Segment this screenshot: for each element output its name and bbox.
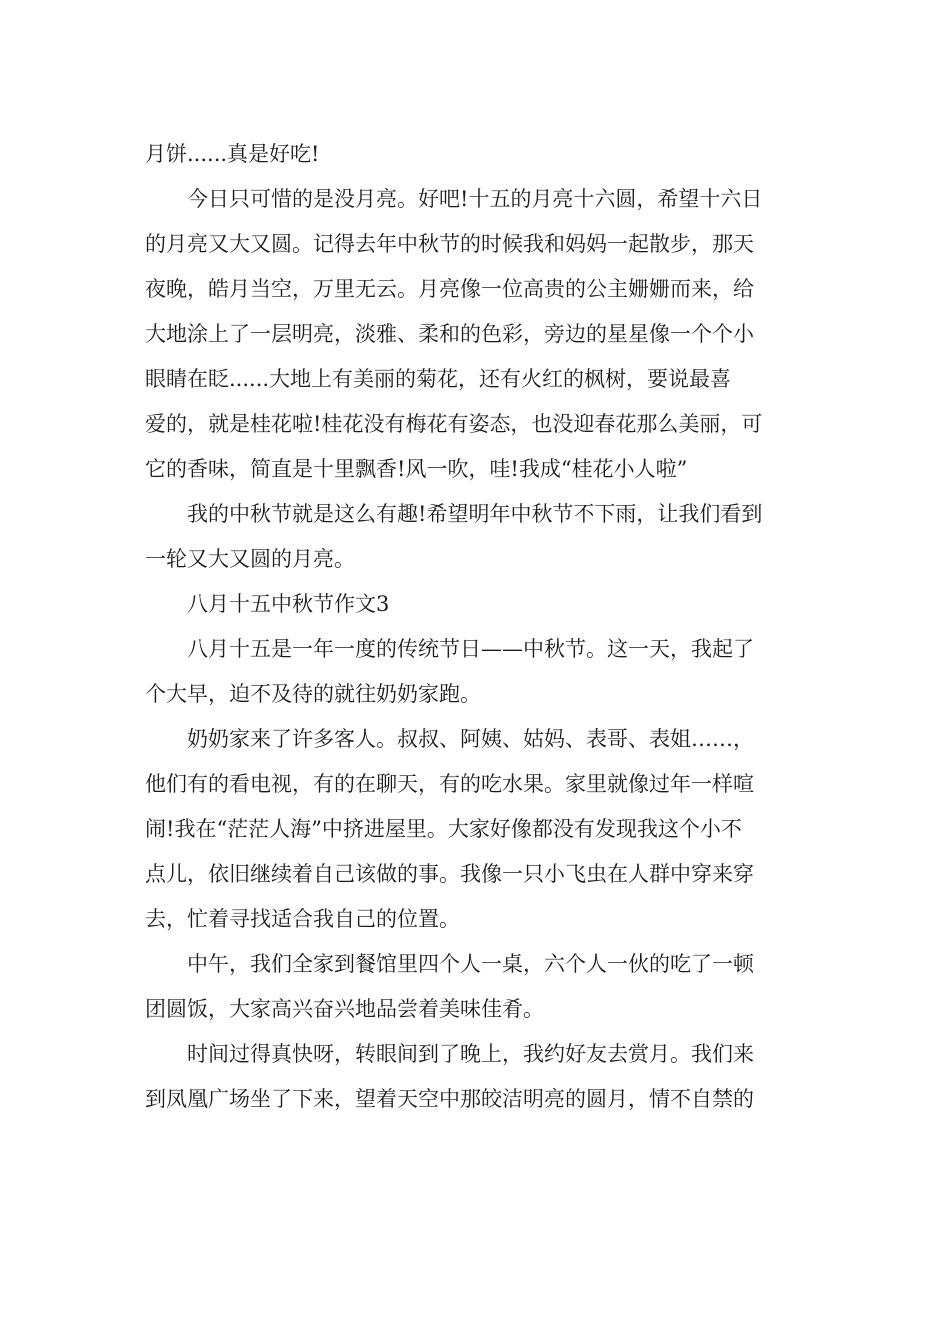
text-line: 团圆饭，大家高兴奋兴地品尝着美味佳肴。 [145,997,544,1021]
text-line: 闹!我在“茫茫人海”中挤进屋里。大家好像都没有发现我这个小不 [145,817,742,841]
text-line: 爱的，就是桂花啦!桂花没有梅花有姿态，也没迎春花那么美丽，可 [145,412,763,436]
document-body [145,132,810,1122]
paragraph-first-line: 我的中秋节就是这么有趣!希望明年中秋节不下雨，让我们看到 [187,502,763,526]
text-line: 大地涂上了一层明亮，淡雅、柔和的色彩，旁边的星星像一个个小 [145,322,754,346]
text-line: 一轮又大又圆的月亮。 [145,547,355,571]
paragraph-first-line: 中午，我们全家到餐馆里四个人一桌，六个人一伙的吃了一顿 [187,952,754,976]
paragraph-first-line: 八月十五是一年一度的传统节日——中秋节。这一天，我起了 [187,637,754,661]
paragraph-first-line: 时间过得真快呀，转眼间到了晚上，我约好友去赏月。我们来 [187,1042,754,1066]
paragraph-first-line: 奶奶家来了许多客人。叔叔、阿姨、姑妈、表哥、表姐……， [187,727,754,751]
text-line: 夜晚，皓月当空，万里无云。月亮像一位高贵的公主姗姗而来，给 [145,277,754,301]
text-line: 他们有的看电视，有的在聊天，有的吃水果。家里就像过年一样喧 [145,772,754,796]
text-line: 个大早，迫不及待的就往奶奶家跑。 [145,682,481,706]
text-line: 眼睛在眨......大地上有美丽的菊花，还有火红的枫树，要说最喜 [145,367,732,391]
text-line: 点儿，依旧继续着自己该做的事。我像一只小飞虫在人群中穿来穿 [145,862,754,886]
text-line: 的月亮又大又圆。记得去年中秋节的时候我和妈妈一起散步，那天 [145,232,754,256]
section-heading: 八月十五中秋节作文3 [187,592,390,616]
text-line: 月饼......真是好吃! [145,142,320,166]
text-line: 去，忙着寻找适合我自己的位置。 [145,907,460,931]
paragraph-first-line: 今日只可惜的是没月亮。好吧!十五的月亮十六圆，希望十六日 [187,187,763,211]
text-line: 到凤凰广场坐了下来，望着天空中那皎洁明亮的圆月，情不自禁的 [145,1087,754,1111]
text-line: 它的香味，简直是十里飘香!风一吹，哇!我成“桂花小人啦” [145,457,688,481]
